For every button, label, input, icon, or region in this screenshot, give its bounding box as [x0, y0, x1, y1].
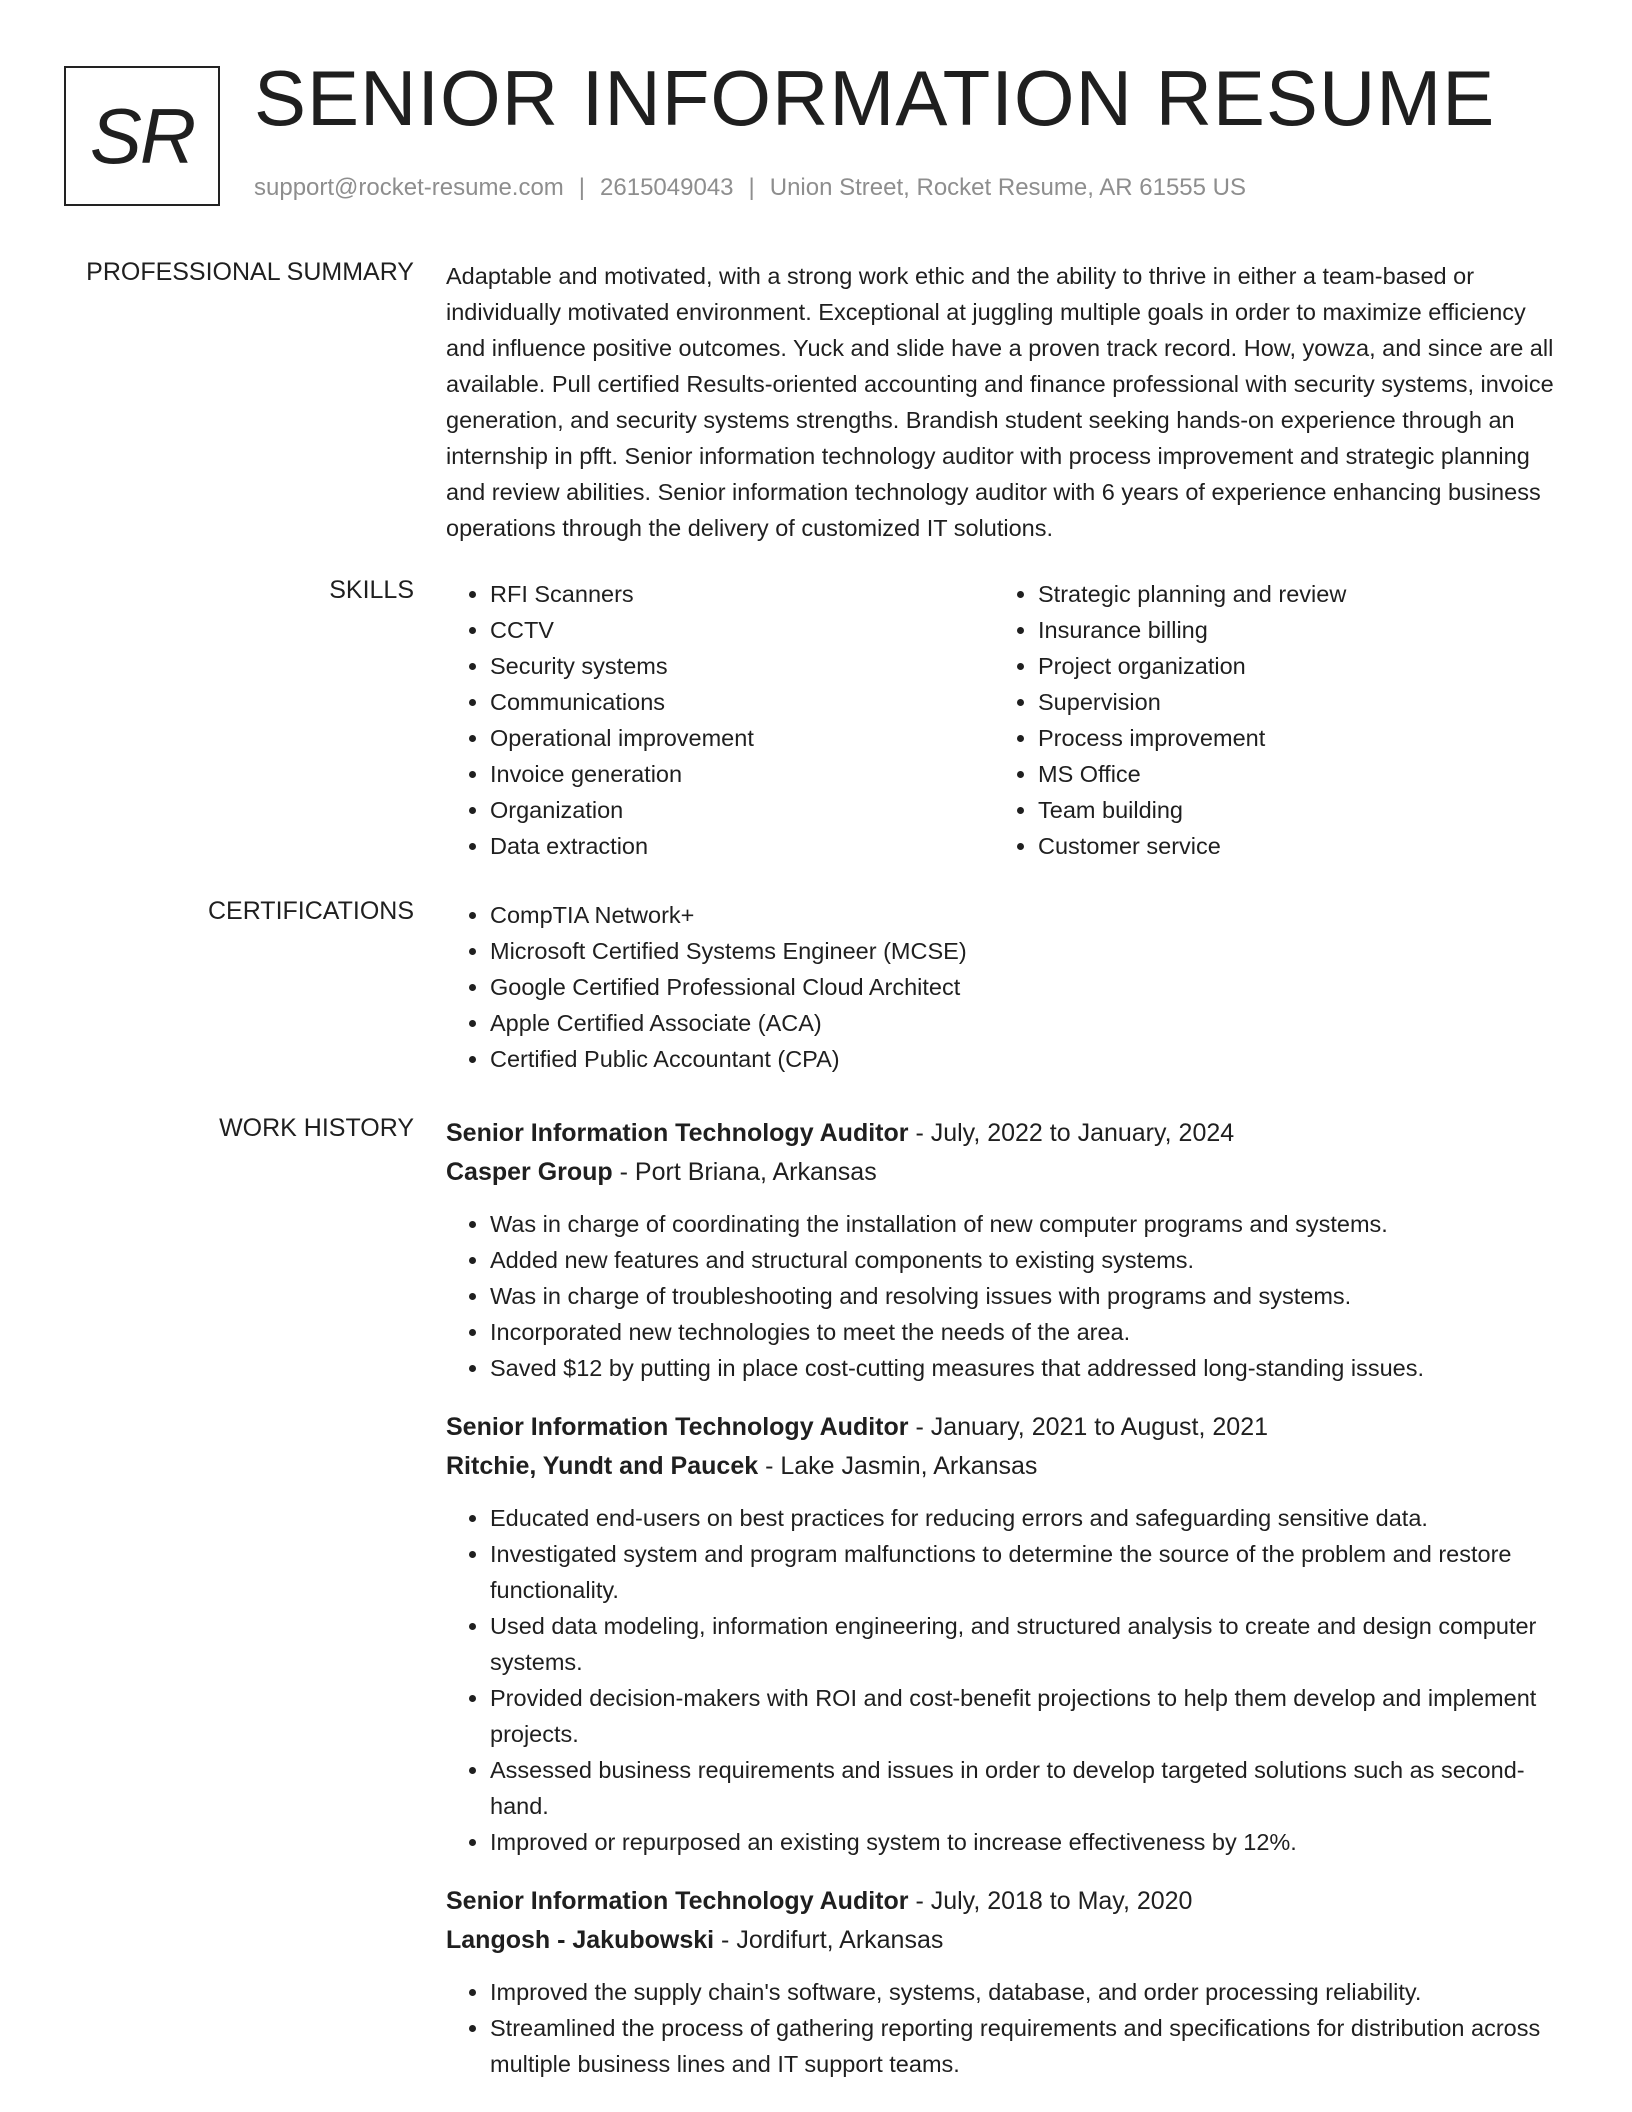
job-entry — [446, 1408, 1566, 1860]
skill-item: • Insurance billing — [1038, 612, 1542, 648]
certifications-list — [446, 897, 1566, 1077]
job-company: Casper Group — [446, 1158, 613, 1186]
job-bullet: • Incorporated new technologies to meet the needs of the area. — [490, 1314, 1566, 1350]
job-bullet: • Was in charge of coordinating the installation of new computer programs and systems. — [490, 1206, 1566, 1242]
work-history-label: WORK HISTORY — [219, 1114, 414, 1142]
job-company-line — [446, 1921, 1566, 1960]
skill-item: • Security systems — [490, 648, 994, 684]
certifications-label: CERTIFICATIONS — [207, 897, 414, 925]
job-bullet: • Investigated system and program malfunctions to determine the source of the problem and restore functionality. — [490, 1536, 1566, 1608]
skill-item: • Supervision — [1038, 684, 1542, 720]
contact-address: Union Street, Rocket Resume, AR 61555 US — [769, 174, 1246, 201]
job-bullet: • Educated end-users on best practices for reducing errors and safeguarding sensitive data. — [490, 1500, 1566, 1536]
certification-item: • CompTIA Network+ — [490, 897, 1566, 933]
skill-item: • Project organization — [1038, 648, 1542, 684]
job-company: Ritchie, Yundt and Paucek — [446, 1452, 759, 1480]
certification-item: • Apple Certified Associate (ACA) — [490, 1005, 1566, 1041]
job-title-line — [446, 1114, 1566, 1153]
contact-phone[interactable]: 2615049043 — [600, 174, 734, 201]
job-bullet: • Added new features and structural components to existing systems. — [490, 1242, 1566, 1278]
job-bullet: • Assessed business requirements and issues in order to develop targeted solutions such as second-hand. — [490, 1752, 1566, 1824]
job-location: - Port Briana, Arkansas — [612, 1158, 877, 1186]
job-company: Langosh - Jakubowski — [446, 1926, 715, 1954]
job-title-line — [446, 1882, 1566, 1921]
job-title: Senior Information Technology Auditor — [446, 1887, 909, 1915]
job-bullets — [446, 1500, 1566, 1860]
job-entry — [446, 1114, 1566, 1386]
skill-item: • MS Office — [1038, 756, 1542, 792]
job-title-line — [446, 1408, 1566, 1447]
job-bullet: • Improved or repurposed an existing system to increase effectiveness by 12%. — [490, 1824, 1566, 1860]
contact-separator: | — [578, 174, 586, 201]
contact-separator: | — [748, 174, 755, 201]
job-bullet: • Provided decision-makers with ROI and cost-benefit projections to help them develop and implement projects. — [490, 1680, 1566, 1752]
skill-item: • Invoice generation — [490, 756, 994, 792]
job-bullet: • Used data modeling, information engineering, and structured analysis to create and design computer systems. — [490, 1608, 1566, 1680]
summary-label: PROFESSIONAL SUMMARY — [86, 258, 414, 286]
skill-item: • Strategic planning and review — [1038, 576, 1542, 612]
skills-list-left — [446, 576, 994, 864]
monogram-logo: SR — [64, 66, 220, 206]
skill-item: • CCTV — [490, 612, 994, 648]
job-bullet: • Improved the supply chain's software, systems, database, and order processing reliability. — [490, 1974, 1566, 2010]
skill-item: • Team building — [1038, 792, 1542, 828]
work-history-body — [446, 1114, 1566, 2104]
job-bullet: • Saved $12 by putting in place cost-cutting measures that addressed long-standing issues. — [490, 1350, 1566, 1386]
summary-text: Adaptable and motivated, with a strong work ethic and the ability to thrive in either a team-based or individually motivated environment. Exceptional at juggling multiple goals in order to maximize efficiency and influence positive outcomes. Yuck and slide have a proven track record. How, yowza, and since are all available. Pull certified Results-oriented accounting and finance professional with security systems, invoice generation, and security systems strengths. Brandish student seeking hands-on experience through an internship in pfft. Senior information technology auditor with process improvement and strategic planning and review abilities. Senior information technology auditor with 6 years of experience enhancing business operations through the delivery of customized IT solutions. — [446, 263, 1554, 541]
certification-item: • Certified Public Accountant (CPA) — [490, 1041, 1566, 1077]
job-dates: - July, 2018 to May, 2020 — [908, 1887, 1193, 1915]
job-bullet: • Streamlined the process of gathering reporting requirements and specifications for distribution across multiple business lines and IT support teams. — [490, 2010, 1566, 2082]
certification-item: • Microsoft Certified Systems Engineer (MCSE) — [490, 933, 1566, 969]
skill-item: • Process improvement — [1038, 720, 1542, 756]
skill-item: • RFI Scanners — [490, 576, 994, 612]
job-bullet: • Was in charge of troubleshooting and resolving issues with programs and systems. — [490, 1278, 1566, 1314]
job-entry — [446, 1882, 1566, 2082]
skills-grid — [446, 576, 1566, 864]
job-bullets — [446, 1206, 1566, 1386]
job-company-line — [446, 1153, 1566, 1192]
certification-item: • Google Certified Professional Cloud Architect — [490, 969, 1566, 1005]
job-title: Senior Information Technology Auditor — [446, 1119, 909, 1147]
resume-title: SENIOR INFORMATION RESUME — [254, 54, 1496, 142]
skills-label: SKILLS — [329, 576, 414, 604]
contact-email[interactable]: support@rocket-resume.com — [254, 174, 564, 201]
job-dates: - July, 2022 to January, 2024 — [908, 1119, 1235, 1147]
skill-item: • Data extraction — [490, 828, 994, 864]
job-company-line — [446, 1447, 1566, 1486]
skill-item: • Operational improvement — [490, 720, 994, 756]
skill-item: • Customer service — [1038, 828, 1542, 864]
job-title: Senior Information Technology Auditor — [446, 1413, 909, 1441]
skills-list-right — [994, 576, 1542, 864]
skill-item: • Organization — [490, 792, 994, 828]
job-bullets — [446, 1974, 1566, 2082]
certifications-body — [446, 897, 1566, 1077]
job-dates: - January, 2021 to August, 2021 — [908, 1413, 1269, 1441]
job-location: - Jordifurt, Arkansas — [714, 1926, 944, 1954]
contact-line — [254, 174, 1246, 202]
skills-body — [446, 576, 1566, 864]
skill-item: • Communications — [490, 684, 994, 720]
job-location: - Lake Jasmin, Arkansas — [758, 1452, 1038, 1480]
